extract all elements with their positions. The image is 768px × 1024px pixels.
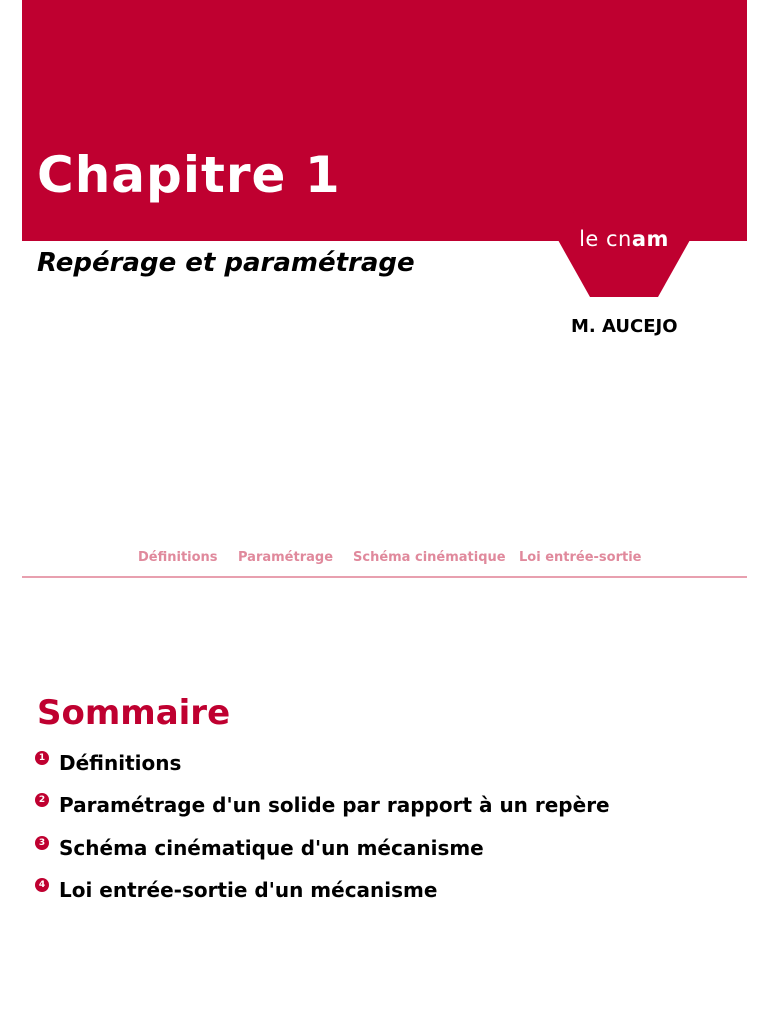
author-name: M. AUCEJO [571,316,678,337]
logo-text-prefix: le c [579,227,619,251]
chapter-subtitle: Repérage et paramétrage [37,248,415,278]
toc-item [35,877,437,903]
nav-item-parametrage[interactable]: Paramétrage [238,550,334,565]
nav-divider [22,576,747,578]
toc-item [35,792,610,818]
toc-number-badge: 4 [35,878,49,892]
toc-title: Sommaire [37,693,231,733]
toc-item [35,835,484,861]
toc-item [35,750,181,776]
logo-text [556,229,692,250]
toc-number-badge: 3 [35,836,49,850]
chapter-title: Chapitre 1 [37,146,341,204]
toc-item-label: Schéma cinématique d'un mécanisme [59,836,484,860]
cnam-logo [556,181,692,299]
logo-text-n: n [618,227,632,251]
nav-item-loi[interactable]: Loi entrée-sortie [519,550,642,565]
nav-item-schema[interactable]: Schéma cinématique [353,550,506,565]
nav-item-definitions[interactable]: Définitions [138,550,218,565]
section-nav [138,551,642,564]
toc-item-label: Définitions [59,751,182,775]
logo-text-bold: am [631,227,669,251]
toc-number-badge: 1 [35,751,49,765]
toc-number-badge: 2 [35,793,49,807]
toc-item-label: Loi entrée-sortie d'un mécanisme [59,878,438,902]
toc-item-label: Paramétrage d'un solide par rapport à un repère [59,793,610,817]
